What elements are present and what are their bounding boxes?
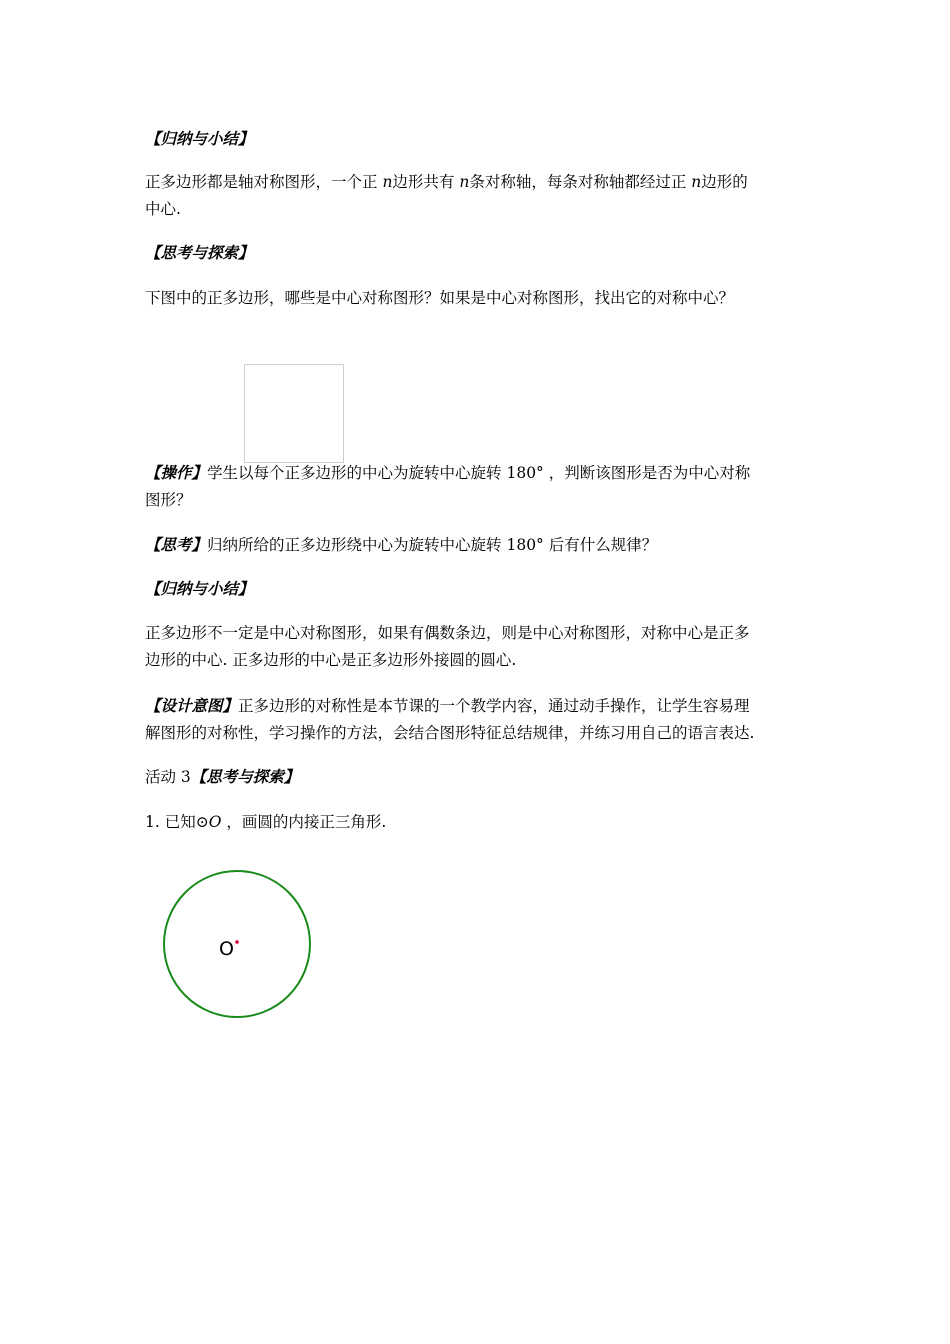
polygon-figure-placeholder	[244, 364, 344, 463]
activity-line	[145, 767, 299, 787]
summary-heading-2: 【归纳与小结】	[145, 579, 254, 598]
text-fragment: 正多边形都是轴对称图形，一个正	[145, 173, 383, 191]
circle-center-label: O	[219, 938, 234, 960]
text-fragment: 边形的	[701, 173, 748, 191]
activity-prefix: 活动 3	[145, 768, 191, 786]
question-text: ，画圆的内接正三角形.	[221, 813, 387, 831]
think-bracket-close: 】	[191, 535, 208, 554]
circle-variable-o: O	[208, 813, 222, 831]
explore-paragraph: 下图中的正多边形，哪些是中心对称图形？如果是中心对称图形，找出它的对称中心？	[145, 289, 735, 307]
text-fragment: 边形共有	[392, 173, 460, 191]
circle-center-dot	[235, 940, 239, 944]
operation-line-2: 图形？	[145, 491, 192, 509]
think-line	[145, 535, 657, 555]
activity-heading: 【思考与探索】	[190, 767, 300, 786]
summary-paragraph-2-line-1: 正多边形不一定是中心对称图形，如果有偶数条边，则是中心对称图形，对称中心是正多	[145, 624, 750, 642]
circle-figure	[160, 866, 314, 1022]
design-bracket-close: 】	[222, 696, 239, 715]
design-intent-line-1	[145, 696, 750, 716]
summary-paragraph-1-line-2: 中心.	[145, 200, 181, 218]
question-text: 1. 已知⊙	[145, 813, 209, 831]
variable-n: n	[691, 173, 702, 191]
text-fragment: 条对称轴，每条对称轴都经过正	[469, 173, 692, 191]
operation-text: 学生以每个正多边形的中心为旋转中心旋转 180° ，判断该图形是否为中心对称	[207, 464, 751, 482]
design-label: 设计意图	[160, 696, 223, 715]
summary-paragraph-2-line-2: 边形的中心. 正多边形的中心是正多边形外接圆的圆心.	[145, 651, 517, 669]
variable-n: n	[459, 173, 470, 191]
operation-label: 操作	[160, 463, 192, 482]
design-text: 正多边形的对称性是本节课的一个教学内容，通过动手操作，让学生容易理	[238, 697, 750, 715]
explore-heading: 【思考与探索】	[145, 243, 254, 262]
think-bracket-open: 【	[145, 535, 161, 554]
circle-shape	[164, 871, 310, 1017]
operation-bracket-open: 【	[145, 463, 161, 482]
operation-line-1	[145, 463, 750, 483]
summary-paragraph-1-line-1	[145, 172, 748, 192]
variable-n: n	[382, 173, 393, 191]
think-label: 思考	[160, 535, 192, 554]
operation-bracket-close: 】	[191, 463, 208, 482]
think-text: 归纳所给的正多边形绕中心为旋转中心旋转 180° 后有什么规律？	[207, 536, 658, 554]
question-line	[145, 812, 386, 832]
design-bracket-open: 【	[145, 696, 161, 715]
summary-heading-1: 【归纳与小结】	[145, 129, 254, 148]
design-intent-line-2: 解图形的对称性，学习操作的方法，会结合图形特征总结规律，并练习用自己的语言表达.	[145, 724, 755, 742]
